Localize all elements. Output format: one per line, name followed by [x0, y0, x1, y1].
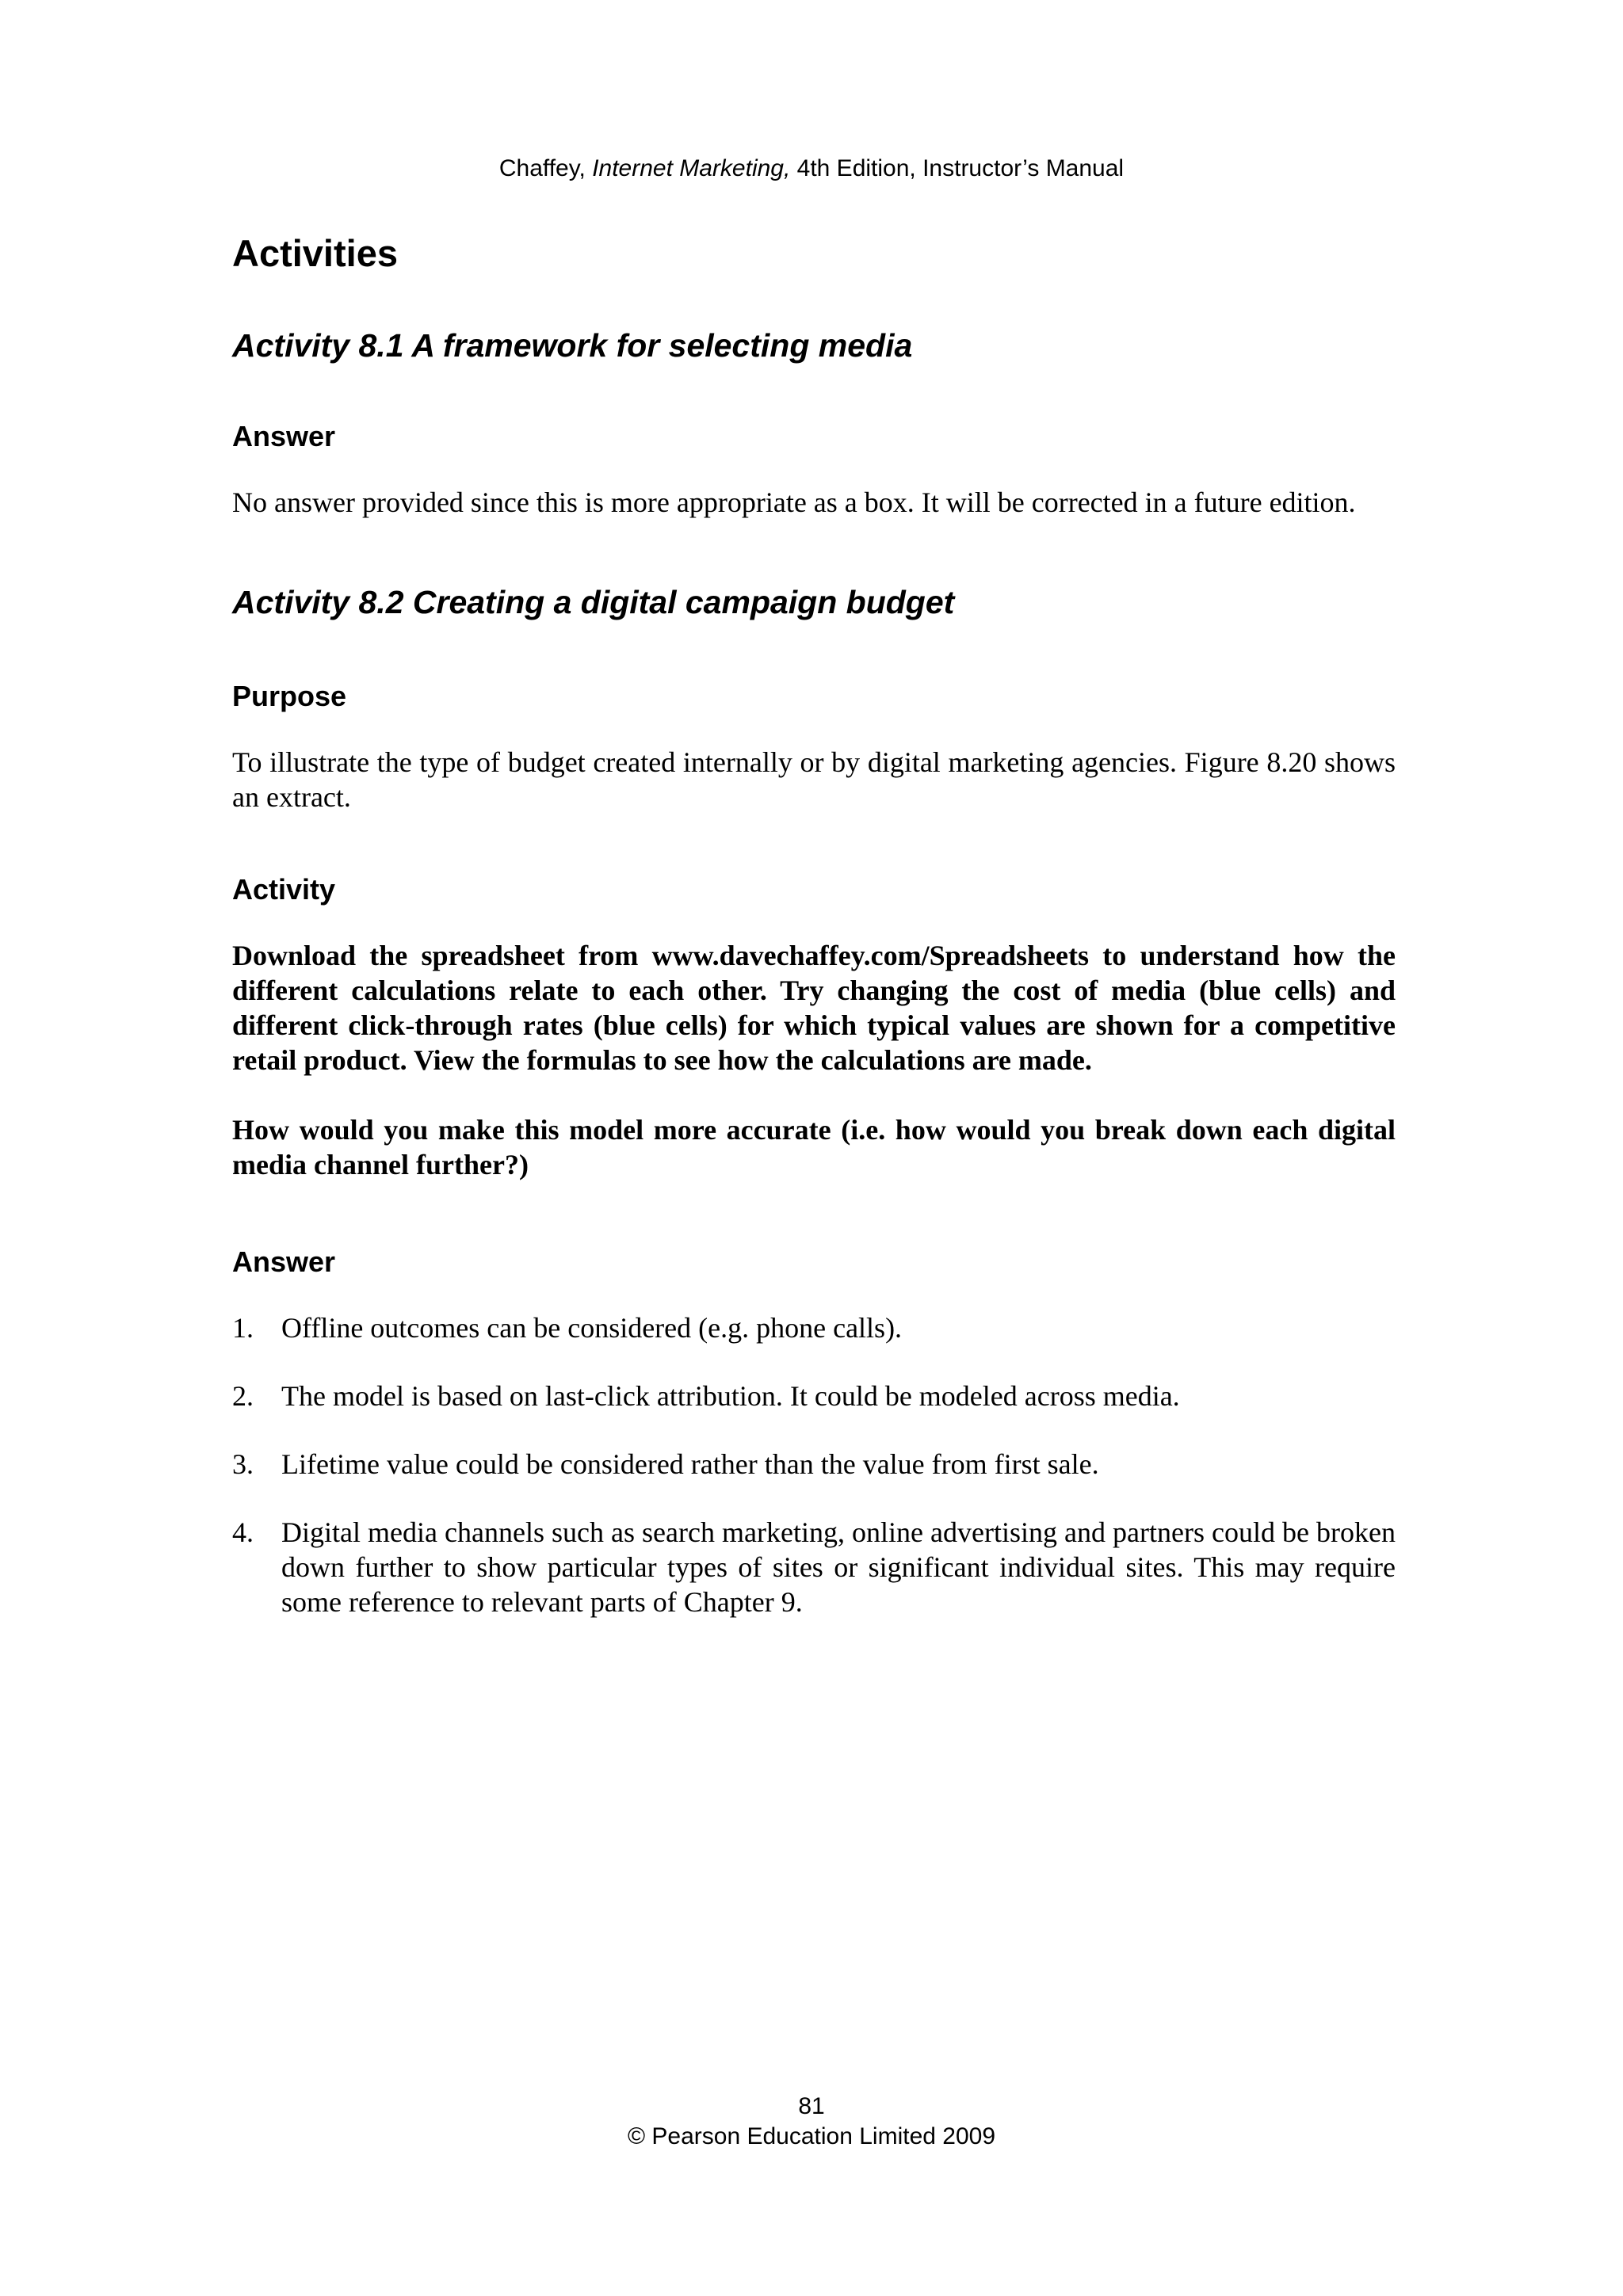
activity-8-2-activity-heading: Activity	[232, 873, 336, 906]
header-edition: 4th Edition, Instructor’s Manual	[790, 155, 1125, 181]
activity-8-1-title: Activity 8.1 A framework for selecting media	[232, 327, 913, 364]
page-footer	[0, 2092, 1623, 2152]
header-book-title: Internet Marketing,	[592, 155, 791, 181]
copyright-notice: © Pearson Education Limited 2009	[627, 2123, 996, 2149]
list-item-text: Digital media channels such as search marketing, online advertising and partners could be broken down further to show particular types of sites or significant individual sites. This may require some reference to relevant parts of Chapter 9.	[281, 1516, 1396, 1618]
list-item-text: Lifetime value could be considered rather than the value from first sale.	[281, 1448, 1099, 1480]
running-header	[0, 153, 1623, 185]
list-item-text: Offline outcomes can be considered (e.g. phone calls).	[281, 1312, 903, 1344]
list-item	[232, 1515, 1396, 1619]
activity-8-1-answer-heading: Answer	[232, 420, 336, 452]
header-author: Chaffey,	[498, 155, 593, 181]
activity-8-1-answer-text: No answer provided since this is more appropriate as a box. It will be corrected in a future edition.	[232, 486, 1356, 518]
list-item-text: The model is based on last-click attribution. It could be modeled across media.	[281, 1380, 1180, 1412]
list-item	[232, 1379, 1396, 1413]
section-title: Activities	[232, 232, 398, 274]
activity-8-2-purpose-heading: Purpose	[232, 680, 347, 712]
activity-8-2-answer-heading: Answer	[232, 1245, 336, 1278]
list-item-number: 4.	[232, 1516, 254, 1548]
page-number: 81	[798, 2093, 825, 2119]
page-content	[232, 230, 1396, 1619]
activity-8-2-purpose-text: To illustrate the type of budget created internally or by digital marketing agencies. Figure 8.20 shows an extract.	[232, 746, 1396, 813]
list-item	[232, 1447, 1396, 1482]
list-item-number: 2.	[232, 1380, 254, 1412]
list-item-number: 3.	[232, 1448, 254, 1480]
activity-8-2-title: Activity 8.2 Creating a digital campaign budget	[232, 584, 955, 620]
activity-8-2-activity-paragraph-1: Download the spreadsheet from www.davechaffey.com/Spreadsheets to understand how the different calculations relate to each other. Try changing the cost of media (blue cells) and different click-through rates (blue cells) for which typical values are shown for a competitive retail product. View the formulas to see how the calculations are made.	[232, 940, 1396, 1076]
list-item	[232, 1310, 1396, 1345]
activity-8-2-activity-paragraph-2: How would you make this model more accurate (i.e. how would you break down each digital media channel further?)	[232, 1114, 1396, 1180]
list-item-number: 1.	[232, 1312, 254, 1344]
answer-list	[232, 1310, 1396, 1619]
